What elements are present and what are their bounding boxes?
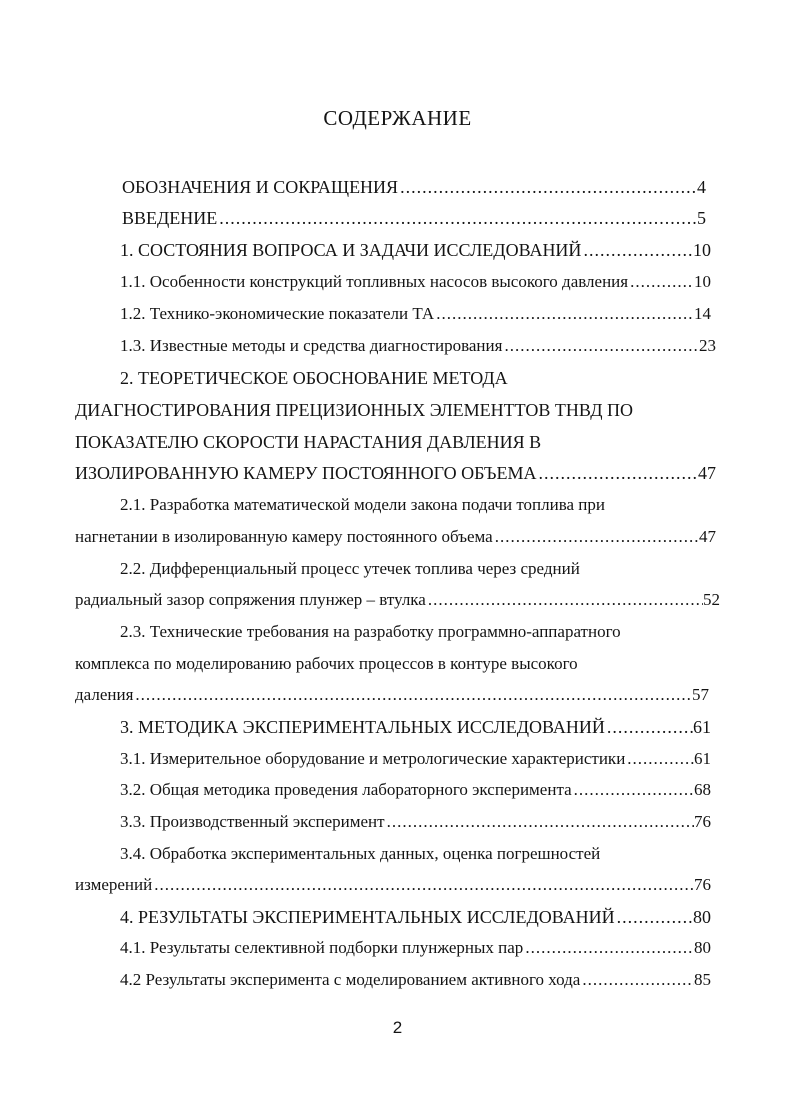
toc-entry-text: измерений <box>75 875 153 894</box>
toc-leader <box>434 303 694 325</box>
toc-entry-section-2-3-line-2: комплекса по моделированию рабочих процессов в контуре высокого <box>75 654 578 673</box>
toc-entry-text: даления <box>75 685 134 704</box>
toc-entry-section-2-3-line-3 <box>75 684 709 706</box>
toc-entry-section-2-1-line-1: 2.1. Разработка математической модели закона подачи топлива при <box>120 495 606 514</box>
toc-entry-chapter-2-line-2: ДИАГНОСТИРОВАНИЯ ПРЕЦИЗИОННЫХ ЭЛЕМЕНТТОВ ТНВД ПО <box>75 400 634 420</box>
toc-leader <box>152 874 694 896</box>
toc-page: 61 <box>693 717 711 737</box>
toc-entry-section-1-3 <box>120 335 716 357</box>
toc-entry-section-4-2 <box>120 969 711 991</box>
toc-leader <box>502 335 699 357</box>
toc-entry-section-3-2 <box>120 779 711 801</box>
toc-entry-text: ВВЕДЕНИЕ <box>122 208 218 228</box>
toc-entry-text: радиальный зазор сопряжения плунжер – втулка <box>75 590 426 609</box>
toc-entry-text: 4.2 Результаты эксперимента с моделированием активного хода <box>120 970 581 989</box>
toc-page: 52 <box>703 590 720 609</box>
toc-entry-section-2-1-line-2 <box>75 526 716 548</box>
toc-entry-text: 1. СОСТОЯНИЯ ВОПРОСА И ЗАДАЧИ ИССЛЕДОВАНИЙ <box>120 240 582 260</box>
toc-leader <box>605 716 693 738</box>
page-title: СОДЕРЖАНИЕ <box>323 106 472 130</box>
toc-page: 80 <box>693 907 711 927</box>
toc-entry-section-1-1 <box>120 271 711 293</box>
toc-entry-section-4-1 <box>120 937 711 959</box>
toc-entry-text: ИЗОЛИРОВАННУЮ КАМЕРУ ПОСТОЯННОГО ОБЪЕМА <box>75 463 537 483</box>
toc-leader <box>625 748 694 770</box>
toc-page: 47 <box>699 527 716 546</box>
toc-leader <box>537 462 699 484</box>
toc-page: 10 <box>694 272 711 291</box>
toc-page: 80 <box>694 938 711 957</box>
toc-entry-text: ОБОЗНАЧЕНИЯ И СОКРАЩЕНИЯ <box>122 177 399 197</box>
toc-page: 68 <box>694 780 711 799</box>
toc-entry-section-2-2-line-1: 2.2. Дифференциальный процесс утечек топлива через средний <box>120 559 580 578</box>
toc-entry-text: нагнетании в изолированную камеру постоянного объема <box>75 527 493 546</box>
toc-leader <box>426 589 703 611</box>
toc-leader <box>581 239 693 261</box>
toc-entry-text: 1.1. Особенности конструкций топливных насосов высокого давления <box>120 272 629 291</box>
toc-entry-chapter-1 <box>120 239 711 261</box>
toc-leader <box>398 176 697 198</box>
toc-page: 10 <box>693 240 711 260</box>
toc-entry-text: 1.2. Технико-экономические показатели ТА <box>120 304 435 323</box>
toc-leader <box>615 906 693 928</box>
toc-entry-text: 3.2. Общая методика проведения лабораторного эксперимента <box>120 780 572 799</box>
toc-entry-text: 4.1. Результаты селективной подборки плунжерных пар <box>120 938 524 957</box>
toc-entry-section-3-3 <box>120 811 711 833</box>
toc-page: 76 <box>694 875 711 894</box>
toc-entry-chapter-2-line-3: ПОКАЗАТЕЛЮ СКОРОСТИ НАРАСТАНИЯ ДАВЛЕНИЯ В <box>75 432 542 452</box>
toc-leader <box>523 937 694 959</box>
toc-entry-text: 4. РЕЗУЛЬТАТЫ ЭКСПЕРИМЕНТАЛЬНЫХ ИССЛЕДОВАНИЙ <box>120 907 615 927</box>
toc-entry-text: 3. МЕТОДИКА ЭКСПЕРИМЕНТАЛЬНЫХ ИССЛЕДОВАНИЙ <box>120 717 605 737</box>
toc-page: 47 <box>698 463 716 483</box>
toc-page: 14 <box>694 304 711 323</box>
toc-leader <box>217 207 697 229</box>
toc-leader <box>133 684 692 706</box>
toc-page: 5 <box>697 208 706 228</box>
toc-leader <box>628 271 694 293</box>
toc-page: 23 <box>699 336 716 355</box>
toc-leader <box>385 811 694 833</box>
page-number: 2 <box>392 1018 403 1037</box>
toc-page: 4 <box>697 177 706 197</box>
toc-page: 76 <box>694 812 711 831</box>
toc-page: 57 <box>692 685 709 704</box>
toc-entry-chapter-2-line-4 <box>75 462 716 484</box>
toc-entry-section-2-2-line-2 <box>75 589 720 611</box>
toc-entry-chapter-3 <box>120 716 711 738</box>
toc-entry-text: 3.3. Производственный эксперимент <box>120 812 385 831</box>
toc-entry-section-3-4-line-2 <box>75 874 711 896</box>
toc-entry-section-3-1 <box>120 748 711 770</box>
toc-entry-text: 3.1. Измерительное оборудование и метрологические характеристики <box>120 749 626 768</box>
toc-entry-chapter-4 <box>120 906 711 928</box>
toc-entry-abbreviations <box>122 176 706 198</box>
toc-leader <box>580 969 694 991</box>
toc-entry-section-2-3-line-1: 2.3. Технические требования на разработку программно-аппаратного <box>120 622 621 641</box>
toc-entry-section-1-2 <box>120 303 711 325</box>
toc-page: 85 <box>694 970 711 989</box>
toc-leader <box>493 526 699 548</box>
toc-page: 61 <box>694 749 711 768</box>
toc-entry-introduction <box>122 207 706 229</box>
toc-entry-chapter-2-line-1: 2. ТЕОРЕТИЧЕСКОЕ ОБОСНОВАНИЕ МЕТОДА <box>120 368 508 388</box>
toc-entry-section-3-4-line-1: 3.4. Обработка экспериментальных данных, оценка погрешностей <box>120 844 601 863</box>
toc-leader <box>572 779 694 801</box>
toc-entry-text: 1.3. Известные методы и средства диагностирования <box>120 336 503 355</box>
